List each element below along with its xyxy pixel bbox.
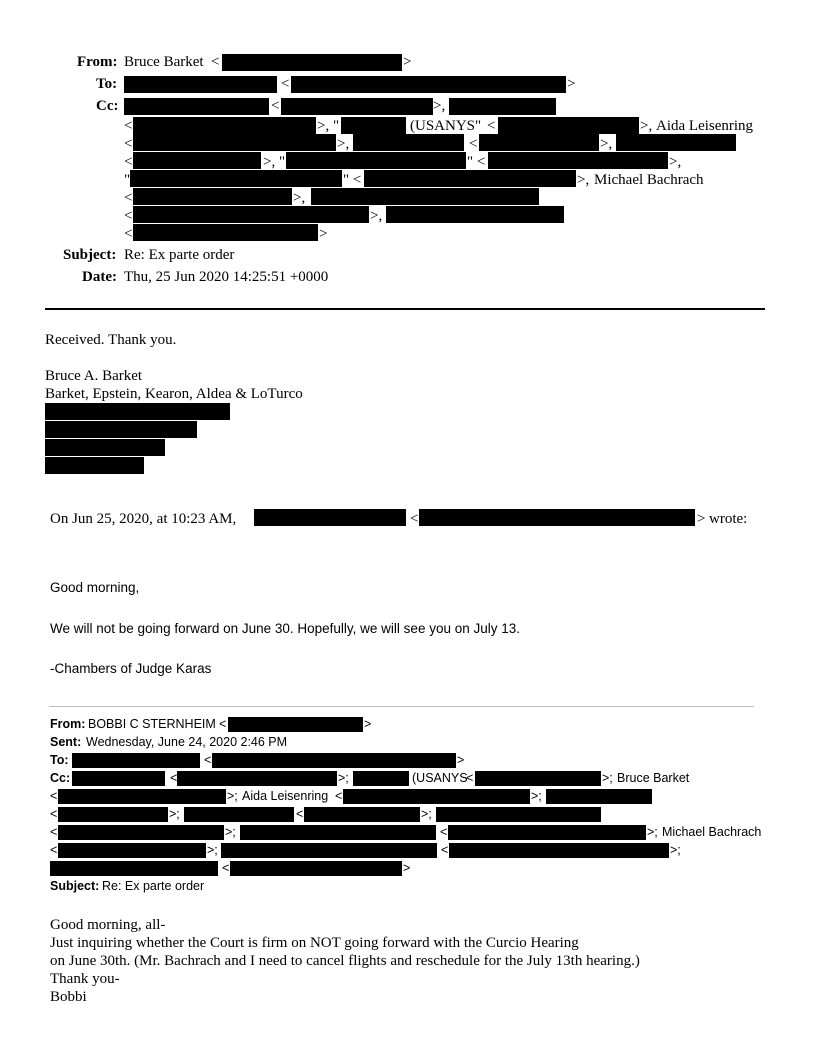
redaction	[254, 509, 406, 526]
redaction	[133, 134, 336, 151]
redaction	[419, 509, 695, 526]
redaction	[133, 188, 292, 205]
fwd-body-line: Just inquiring whether the Court is firm on NOT going forward with the Curcio Hearing	[50, 935, 579, 951]
signature-name: Bruce A. Barket	[45, 368, 143, 384]
fwd-sent-label: Sent:	[50, 735, 82, 749]
fwd-body-line: on June 30th. (Mr. Bachrach and I need to cancel flights and reschedule for the July 13th hearing.)	[50, 953, 640, 969]
redaction	[616, 134, 736, 151]
redaction	[286, 152, 466, 169]
redaction	[133, 206, 369, 223]
quote-greeting: Good morning,	[50, 580, 140, 595]
redaction	[291, 76, 566, 93]
redaction	[304, 807, 420, 822]
fwd-sent-value: Wednesday, June 24, 2020 2:46 PM	[86, 735, 288, 749]
redaction	[386, 206, 564, 223]
redaction	[311, 188, 539, 205]
fwd-to-label: To:	[50, 753, 69, 767]
fwd-subject-value: Re: Ex parte order	[102, 879, 205, 893]
redaction	[72, 753, 200, 768]
fwd-from-label: From:	[50, 717, 86, 731]
redaction	[364, 170, 576, 187]
attribution-prefix: On Jun 25, 2020, at 10:23 AM,	[50, 511, 237, 527]
redaction	[45, 421, 197, 438]
cc-label: Cc:	[96, 98, 119, 114]
from-label: From:	[77, 54, 118, 70]
redaction	[45, 403, 230, 420]
redaction	[58, 789, 226, 804]
redaction	[133, 117, 316, 134]
subject-value: Re: Ex parte order	[124, 247, 235, 263]
cc-usanys: (USANYS"	[410, 118, 482, 134]
redaction	[449, 843, 669, 858]
subject-label: Subject:	[63, 247, 117, 263]
redaction	[124, 98, 269, 115]
attribution-suffix: wrote:	[709, 511, 748, 527]
redaction	[222, 54, 402, 71]
fwd-cc-michael: Michael Bachrach	[662, 825, 762, 839]
fwd-cc-aida: Aida Leisenring	[242, 789, 329, 803]
redaction	[50, 861, 218, 876]
redaction	[221, 843, 437, 858]
fwd-body-line: Bobbi	[50, 989, 87, 1005]
fwd-from-name: BOBBI C STERNHEIM	[88, 717, 216, 731]
redaction	[449, 98, 556, 115]
redaction	[230, 861, 402, 876]
fwd-cc-bruce: Bruce Barket	[617, 771, 690, 785]
redaction	[488, 152, 668, 169]
reply-text: Received. Thank you.	[45, 332, 177, 348]
fwd-cc-label: Cc:	[50, 771, 71, 785]
quote-signoff: -Chambers of Judge Karas	[50, 661, 212, 676]
redaction	[72, 771, 165, 786]
fwd-body-line: Thank you-	[50, 971, 120, 987]
date-label: Date:	[82, 269, 117, 285]
redaction	[130, 170, 342, 187]
redaction	[133, 224, 318, 241]
redaction	[343, 789, 530, 804]
redaction	[45, 457, 144, 474]
header-divider	[45, 308, 765, 310]
redaction	[212, 753, 456, 768]
signature-firm: Barket, Epstein, Kearon, Aldea & LoTurco	[45, 386, 303, 402]
redaction	[45, 439, 165, 456]
from-name: Bruce Barket	[124, 54, 204, 70]
redaction	[353, 134, 464, 151]
redaction	[475, 771, 601, 786]
redaction	[58, 807, 168, 822]
fwd-subject-label: Subject:	[50, 879, 100, 893]
redaction	[184, 807, 294, 822]
redaction	[498, 117, 639, 134]
fwd-body-line: Good morning, all-	[50, 917, 166, 933]
redaction	[228, 717, 363, 732]
cc-aida: Aida Leisenring	[656, 118, 754, 134]
redaction	[353, 771, 409, 786]
redaction	[448, 825, 646, 840]
redaction	[124, 76, 277, 93]
redaction	[546, 789, 652, 804]
redaction	[177, 771, 337, 786]
redaction	[240, 825, 436, 840]
redaction	[133, 152, 261, 169]
forward-divider	[49, 706, 754, 707]
quote-message: We will not be going forward on June 30. Hopefully, we will see you on July 13.	[50, 621, 521, 636]
to-label: To:	[96, 76, 118, 92]
redaction	[281, 98, 433, 115]
redaction	[341, 117, 406, 134]
redaction	[58, 843, 206, 858]
date-value: Thu, 25 Jun 2020 14:25:51 +0000	[124, 269, 329, 285]
redaction	[436, 807, 601, 822]
redaction	[58, 825, 224, 840]
redaction	[479, 134, 599, 151]
cc-michael: Michael Bachrach	[594, 172, 704, 188]
fwd-cc-usanys: (USANYS	[412, 771, 468, 785]
